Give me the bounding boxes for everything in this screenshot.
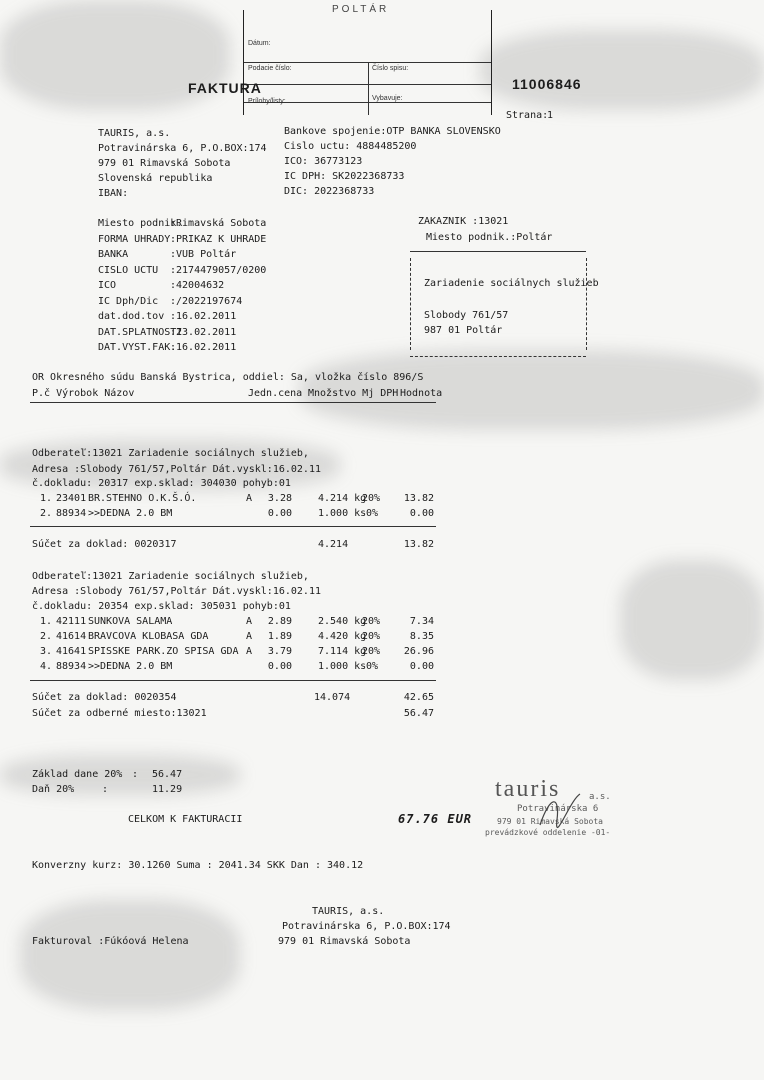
row-qty: 4.420 kg xyxy=(318,631,367,642)
stamp-file-label: Číslo spisu: xyxy=(372,65,409,72)
row-qty: 1.000 ks xyxy=(318,661,367,672)
detail-value: :/2022197674 xyxy=(170,295,243,307)
detail-label: DAT.SPLATNOSTI xyxy=(98,326,183,338)
row-price: 0.00 xyxy=(267,661,292,672)
supplier-city: 979 01 Rimavská Sobota xyxy=(98,158,231,169)
tax-base-label: Základ dane 20% xyxy=(32,769,123,780)
row-name: BRAVCOVA KLOBASA GDA xyxy=(88,631,209,642)
row-no: 2. xyxy=(40,508,53,519)
company-stamp-line: prevádzkové oddelenie -01- xyxy=(485,828,611,837)
company-stamp-line: 979 01 Rimavská Sobota xyxy=(497,817,603,826)
row-amount: 8.35 xyxy=(409,631,434,642)
row-vat: 20% xyxy=(362,616,381,627)
supplier-country: Slovenská republika xyxy=(98,173,213,184)
footer-city: 979 01 Rimavská Sobota xyxy=(278,936,411,947)
row-no: 4. xyxy=(40,661,53,672)
customer-name: Zariadenie sociálnych služieb xyxy=(424,278,599,289)
tax-base-value: 56.47 xyxy=(152,769,183,780)
supplier-name: TAURIS, a.s. xyxy=(98,128,171,139)
court-register: OR Okresného súdu Banská Bystrica, oddiel: Sa, vložka číslo 896/S xyxy=(32,372,424,383)
page-label: Strana: xyxy=(506,110,549,121)
tax-label: Daň 20% xyxy=(32,784,75,795)
row-vat: 0% xyxy=(366,508,379,519)
bank-line: DIC: 2022368733 xyxy=(284,186,375,197)
row-qty: 2.540 kg xyxy=(318,616,367,627)
row-no: 1. xyxy=(40,616,53,627)
detail-value: :PRIKAZ K UHRADE xyxy=(170,233,267,245)
row-class: A xyxy=(246,646,253,657)
row-amount: 13.82 xyxy=(403,493,434,504)
row-vat: 20% xyxy=(362,631,381,642)
tax-base-colon: : xyxy=(132,769,139,780)
row-price: 0.00 xyxy=(267,508,292,519)
row-code: 23401 xyxy=(56,493,87,504)
detail-value: :16.02.2011 xyxy=(170,342,237,353)
row-code: 41641 xyxy=(56,646,87,657)
total-value: 67.76 EUR xyxy=(398,812,473,826)
conversion-line: Konverzny kurz: 30.1260 Suma : 2041.34 SKK Dan : 340.12 xyxy=(32,860,364,871)
row-vat: 0% xyxy=(366,661,379,672)
supplier-iban: IBAN: xyxy=(98,188,129,199)
row-qty: 7.114 kg xyxy=(318,646,367,657)
detail-label: BANKA xyxy=(98,249,129,260)
place-sum-amount: 56.47 xyxy=(403,708,434,719)
row-class: A xyxy=(246,631,253,642)
company-stamp-logo: tauris xyxy=(495,776,561,802)
row-code: 42111 xyxy=(56,616,87,627)
footer-street: Potravinárska 6, P.O.BOX:174 xyxy=(282,921,451,932)
detail-label: Miesto podnik. xyxy=(98,218,183,229)
col-price: Jedn.cena xyxy=(248,388,303,399)
address-line: Adresa :Slobody 761/57,Poltár Dát.vyskl:16.02.11 xyxy=(32,586,321,597)
row-amount: 26.96 xyxy=(403,646,434,657)
row-amount: 0.00 xyxy=(409,661,434,672)
row-name: >>DEDNA 2.0 BM xyxy=(88,508,173,519)
total-label: CELKOM K FAKTURACII xyxy=(128,814,243,825)
invoiced-by: Fakturoval :Fúkóová Helena xyxy=(32,936,189,947)
registry-stamp xyxy=(243,4,492,115)
doc-sum-amount: 42.65 xyxy=(403,692,434,703)
customer-place: Miesto podnik.:Poltár xyxy=(426,232,553,243)
col-amount: Hodnota xyxy=(400,388,443,399)
details-list xyxy=(98,218,266,358)
copy-smudge xyxy=(620,560,764,680)
row-name: SPISSKE PARK.ZO SPISA GDA xyxy=(88,646,239,657)
row-qty: 4.214 kg xyxy=(318,493,367,504)
bank-line: ICO: 36773123 xyxy=(284,156,363,167)
row-class: A xyxy=(246,493,253,504)
detail-value: :42004632 xyxy=(170,280,225,291)
row-no: 2. xyxy=(40,631,53,642)
copy-smudge xyxy=(480,30,764,110)
row-amount: 0.00 xyxy=(409,508,434,519)
company-stamp-suffix: a.s. xyxy=(589,792,611,802)
row-code: 88934 xyxy=(56,508,87,519)
row-no: 1. xyxy=(40,493,53,504)
stamp-town: POLTÁR xyxy=(332,4,390,15)
doc-sum-qty: 14.074 xyxy=(314,692,351,703)
detail-label: FORMA UHRADY xyxy=(98,233,171,245)
stamp-entry-label: Podacie číslo: xyxy=(248,65,292,72)
doc-sum-label: Súčet za doklad: 0020354 xyxy=(32,692,177,703)
copy-smudge xyxy=(20,900,240,1010)
doc-sum-amount: 13.82 xyxy=(403,539,434,550)
doc-sum-label: Súčet za doklad: 0020317 xyxy=(32,539,177,550)
doc-title: FAKTURA xyxy=(188,80,262,96)
stamp-attachments-label: Prílohy/listy: xyxy=(248,98,286,105)
address-line: Adresa :Slobody 761/57,Poltár Dát.vyskl:16.02.11 xyxy=(32,464,321,475)
consumer-line: Odberateľ:13021 Zariadenie sociálnych služieb, xyxy=(32,448,309,459)
invoice-number: 11006846 xyxy=(512,76,582,92)
doc-line: č.dokladu: 20317 exp.sklad: 304030 pohyb:01 xyxy=(32,478,291,489)
row-price: 3.79 xyxy=(267,646,292,657)
row-name: >>DEDNA 2.0 BM xyxy=(88,661,173,672)
bank-line: IC DPH: SK2022368733 xyxy=(284,171,405,182)
consumer-line: Odberateľ:13021 Zariadenie sociálnych služieb, xyxy=(32,571,309,582)
footer-name: TAURIS, a.s. xyxy=(312,906,385,917)
page-number: 1 xyxy=(547,110,554,121)
customer-code: ZAKAZNIK :13021 xyxy=(418,216,509,227)
row-code: 88934 xyxy=(56,661,87,672)
stamp-date-label: Dátum: xyxy=(248,40,271,47)
bank-line: Cislo uctu: 4884485200 xyxy=(284,141,417,152)
stamp-handled-label: Vybavuje: xyxy=(372,95,403,102)
row-price: 2.89 xyxy=(267,616,292,627)
detail-value: :VUB Poltár xyxy=(170,249,237,260)
row-name: BR.STEHNO O.K.Š.Ó. xyxy=(88,493,197,504)
row-price: 3.28 xyxy=(267,493,292,504)
bank-block xyxy=(284,126,501,201)
customer-city: 987 01 Poltár xyxy=(424,325,503,336)
col-qty: Množstvo Mj DPH xyxy=(308,388,399,399)
row-code: 41614 xyxy=(56,631,87,642)
row-name: SUNKOVA SALAMA xyxy=(88,616,173,627)
col-item: P.č Výrobok Názov xyxy=(32,388,135,399)
customer-street: Slobody 761/57 xyxy=(424,310,509,321)
tax-colon: : xyxy=(102,784,109,795)
detail-value: :2174479057/0200 xyxy=(170,264,267,276)
doc-line: č.dokladu: 20354 exp.sklad: 305031 pohyb:01 xyxy=(32,601,291,612)
supplier-street: Potravinárska 6, P.O.BOX:174 xyxy=(98,143,267,154)
row-price: 1.89 xyxy=(267,631,292,642)
row-amount: 7.34 xyxy=(409,616,434,627)
place-sum-label: Súčet za odberné miesto:13021 xyxy=(32,708,207,719)
row-vat: 20% xyxy=(362,493,381,504)
detail-label: CISLO UCTU xyxy=(98,264,159,276)
company-stamp-line: Potravinárska 6 xyxy=(517,804,599,814)
tax-value: 11.29 xyxy=(152,784,183,795)
detail-value: :16.02.2011 xyxy=(170,311,237,322)
bank-line: Bankove spojenie:OTP BANKA SLOVENSKO xyxy=(284,126,501,137)
company-stamp xyxy=(485,776,625,840)
detail-label: DAT.VYST.FAK. xyxy=(98,342,177,353)
row-vat: 20% xyxy=(362,646,381,657)
row-no: 3. xyxy=(40,646,53,657)
row-class: A xyxy=(246,616,253,627)
supplier-block xyxy=(98,128,267,203)
detail-value: :23.02.2011 xyxy=(170,326,237,338)
doc-sum-qty: 4.214 xyxy=(318,539,349,550)
signature-icon xyxy=(535,790,585,830)
row-qty: 1.000 ks xyxy=(318,508,367,519)
detail-value: :Rimavská Sobota xyxy=(170,218,267,229)
detail-label: IC Dph/Dic xyxy=(98,295,159,307)
detail-label: ICO xyxy=(98,280,117,291)
detail-label: dat.dod.tov xyxy=(98,311,165,322)
